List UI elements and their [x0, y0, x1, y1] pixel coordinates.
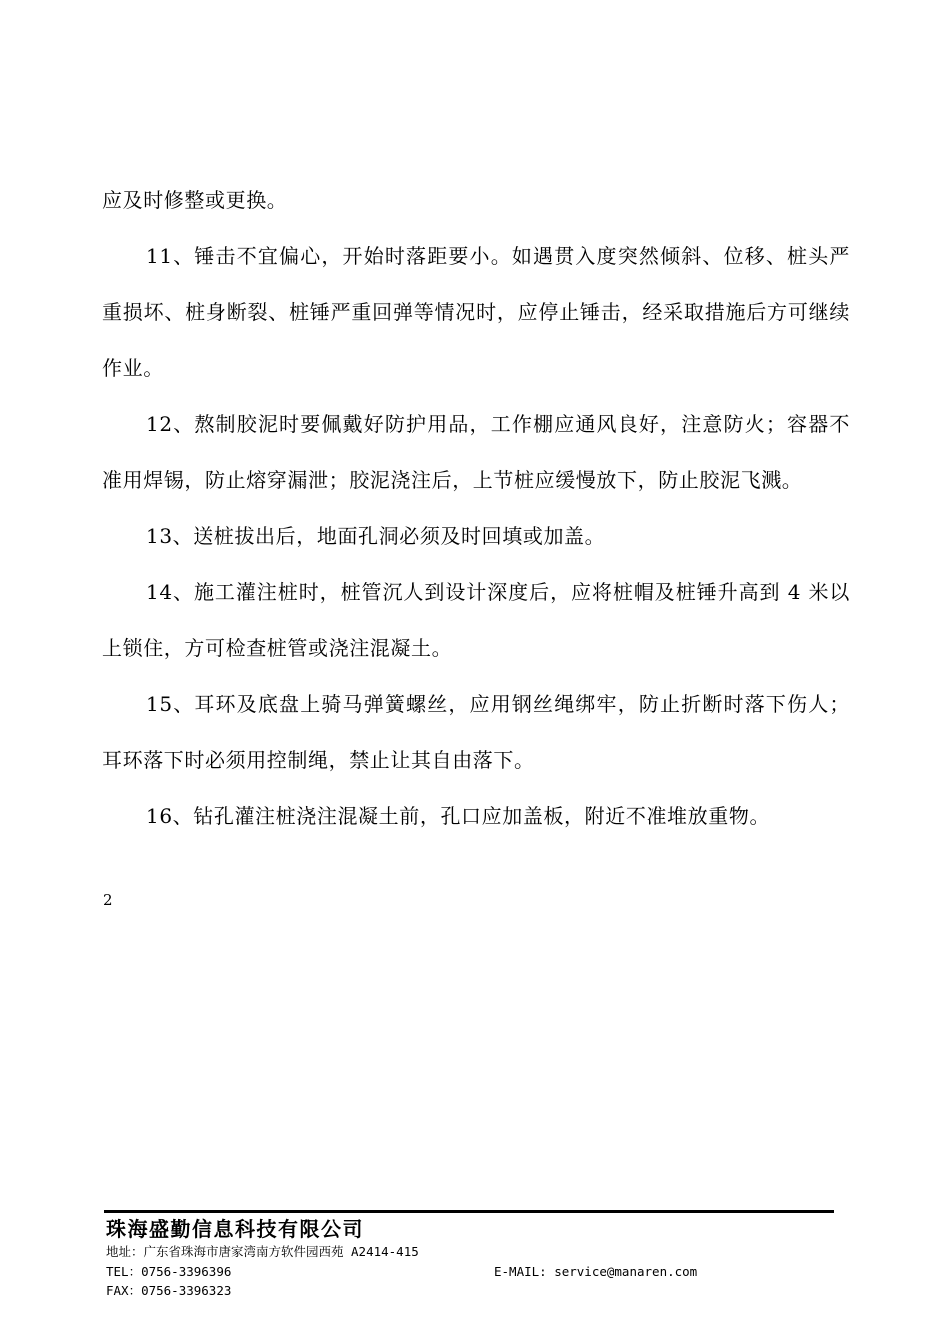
paragraph-item-16: 16、钻孔灌注桩浇注混凝土前，孔口应加盖板，附近不准堆放重物。: [146, 804, 771, 828]
paragraph-continuation: 应及时修整或更换。: [102, 188, 288, 212]
company-fax: FAX：0756-3396323: [106, 1283, 232, 1298]
company-email: E-MAIL: service@manaren.com: [494, 1264, 698, 1279]
paragraph-item-15: 15、耳环及底盘上骑马弹簧螺丝，应用钢丝绳绑牢，防止折断时落下伤人；耳环落下时必须用控制绳，禁止让其自由落下。: [102, 692, 850, 772]
footer-divider: [104, 1210, 834, 1213]
document-body: [102, 172, 850, 844]
paragraph-item-13: 13、送桩拔出后，地面孔洞必须及时回填或加盖。: [146, 524, 606, 548]
company-address: 地址：广东省珠海市唐家湾南方软件园西苑 A2414-415: [106, 1244, 419, 1259]
company-name: 珠海盛勤信息科技有限公司: [106, 1217, 364, 1241]
company-tel: TEL：0756-3396396: [106, 1264, 232, 1279]
page-number: 2: [103, 891, 113, 909]
paragraph-item-11: 11、锤击不宜偏心，开始时落距要小。如遇贯入度突然倾斜、位移、桩头严重损坏、桩身断裂、桩锤严重回弹等情况时，应停止锤击，经采取措施后方可继续作业。: [102, 244, 850, 380]
paragraph-item-14: 14、施工灌注桩时，桩管沉人到设计深度后，应将桩帽及桩锤升高到 4 米以上锁住，方可检查桩管或浇注混凝土。: [102, 580, 850, 660]
paragraph-item-12: 12、熬制胶泥时要佩戴好防护用品，工作棚应通风良好，注意防火；容器不准用焊锡，防止熔穿漏泄；胶泥浇注后，上节桩应缓慢放下，防止胶泥飞溅。: [102, 412, 850, 492]
